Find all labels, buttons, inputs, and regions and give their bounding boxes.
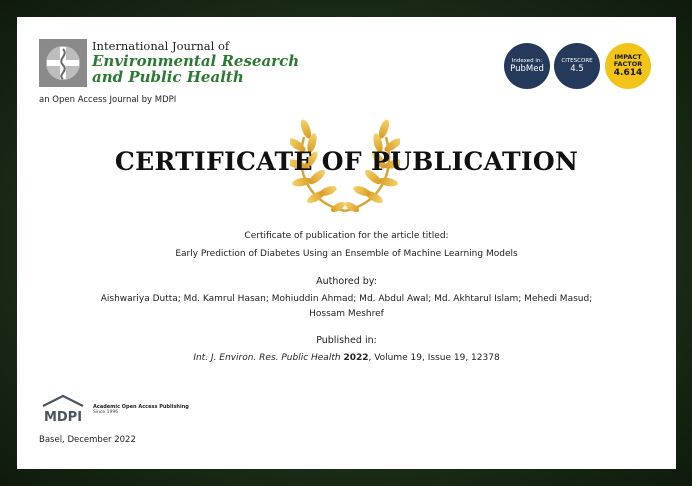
citation-journal: Int. J. Environ. Res. Public Health bbox=[193, 353, 341, 363]
certificate-title: CERTIFICATE OF PUBLICATION bbox=[114, 147, 579, 176]
citation bbox=[17, 353, 676, 363]
pubmed-badge bbox=[504, 43, 550, 89]
pubmed-badge-caption: Indexed in: bbox=[511, 57, 543, 64]
journal-logo bbox=[39, 39, 87, 87]
publisher-tagline: Academic Open Access Publishing bbox=[93, 404, 189, 410]
published-in-heading: Published in: bbox=[316, 335, 377, 346]
publisher-since: Since 1996 bbox=[93, 410, 119, 415]
article-title: Early Prediction of Diabetes Using an Ensemble of Machine Learning Models bbox=[175, 249, 518, 259]
citation-year: 2022 bbox=[343, 353, 369, 363]
journal-title-line1: International Journal of bbox=[92, 39, 230, 53]
citation-volume-issue: , Volume 19, Issue 19, 12378 bbox=[368, 353, 500, 363]
impact-factor-caption: IMPACT FACTOR bbox=[613, 53, 643, 68]
mdpi-logo-text: MDPI bbox=[43, 410, 83, 425]
journal-title-line3: and Public Health bbox=[92, 68, 244, 86]
certificate-intro: Certificate of publication for the article titled: bbox=[244, 231, 449, 241]
authors-line-1: Aishwariya Dutta; Md. Kamrul Hasan; Mohiuddin Ahmad; Md. Abdul Awal; Md. Akhtarul Islam; Mehedi Masud; bbox=[100, 294, 593, 304]
journal-title-line2: Environmental Research bbox=[92, 52, 300, 70]
authored-by-heading: Authored by: bbox=[316, 276, 377, 287]
citescore-badge-value: 4.5 bbox=[570, 63, 584, 74]
citescore-badge bbox=[554, 43, 600, 89]
citescore-badge-caption: CITESCORE bbox=[561, 57, 593, 64]
impact-factor-value: 4.614 bbox=[613, 68, 643, 78]
open-access-note: an Open Access Journal by MDPI bbox=[39, 95, 177, 105]
impact-factor-badge bbox=[605, 43, 651, 89]
pubmed-badge-label: PubMed bbox=[510, 63, 544, 74]
mdpi-logo bbox=[39, 394, 87, 426]
certificate-page bbox=[17, 17, 676, 469]
location-date: Basel, December 2022 bbox=[39, 435, 136, 445]
authors-line-2: Hossam Meshref bbox=[309, 309, 384, 319]
